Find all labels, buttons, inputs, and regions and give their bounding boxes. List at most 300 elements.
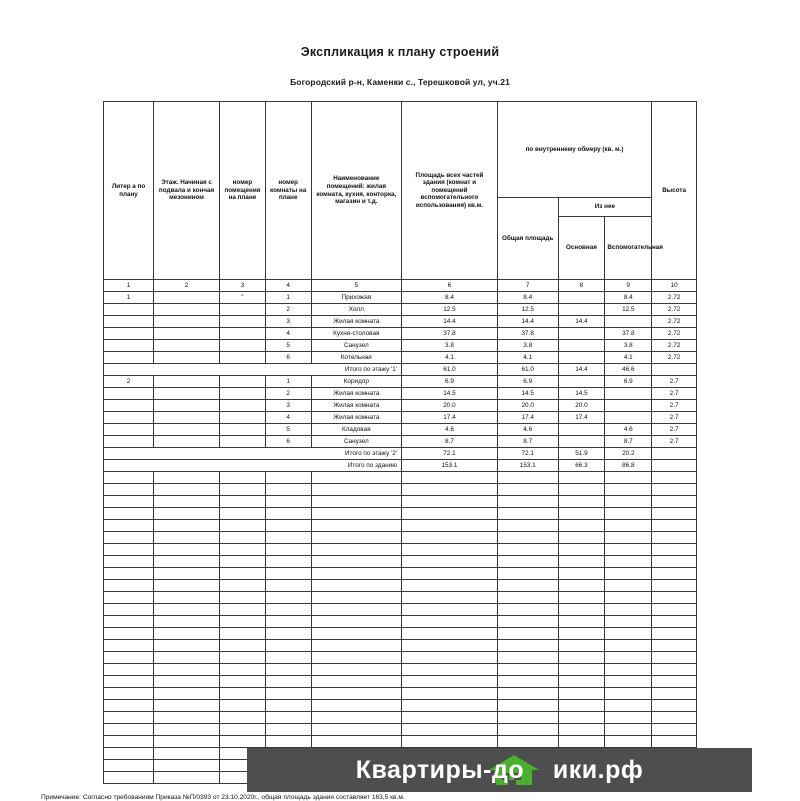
- cell-empty: [402, 592, 498, 604]
- cell-main-area: [558, 424, 605, 436]
- cell-empty: [265, 688, 311, 700]
- cell-empty: [311, 628, 401, 640]
- table-row: [104, 352, 697, 364]
- cell-floor: [154, 340, 220, 352]
- cell-empty: [104, 724, 154, 736]
- cell-empty: [154, 676, 220, 688]
- cell-empty: [402, 652, 498, 664]
- cell-empty: [558, 568, 605, 580]
- cell-common-area: 8.4: [497, 292, 558, 304]
- cell-empty: [311, 640, 401, 652]
- cell-empty: [220, 520, 266, 532]
- cell-empty: [402, 496, 498, 508]
- cell-empty: [652, 592, 697, 604]
- cell-empty: [652, 676, 697, 688]
- cell-empty: [652, 712, 697, 724]
- cell-empty: [265, 676, 311, 688]
- cell-empty: [497, 640, 558, 652]
- col-num-9: 9: [605, 280, 652, 292]
- cell-empty: [265, 616, 311, 628]
- cell-empty: [104, 628, 154, 640]
- watermark-text-left: Квартиры-до: [355, 755, 525, 784]
- cell-empty: [154, 532, 220, 544]
- cell-liter: 2: [104, 376, 154, 388]
- cell-empty: [497, 604, 558, 616]
- cell-empty: [154, 484, 220, 496]
- cell-empty: [104, 712, 154, 724]
- cell-total-area: 14.4: [402, 316, 498, 328]
- cell-empty: [402, 556, 498, 568]
- cell-name: Жилая комната: [311, 400, 401, 412]
- cell-empty: [220, 652, 266, 664]
- cell-empty: [220, 676, 266, 688]
- cell-total-area: 17.4: [402, 412, 498, 424]
- cell-total-area: 20.0: [402, 400, 498, 412]
- cell-empty: [497, 676, 558, 688]
- cell-room-group-no: [220, 316, 266, 328]
- cell-empty: [558, 688, 605, 700]
- cell-empty: [497, 568, 558, 580]
- cell-empty: [311, 724, 401, 736]
- cell-empty: [402, 544, 498, 556]
- cell-empty: [104, 688, 154, 700]
- watermark-text-right: ики.рф: [552, 755, 644, 784]
- cell-empty: [652, 664, 697, 676]
- cell-empty: [104, 556, 154, 568]
- cell-empty: [104, 640, 154, 652]
- footer-note: Примечание: Согласно требованиям Приказа №П/0393 от 23.10.2020г., общая площадь здания составляет 163,5 кв.м.: [41, 794, 405, 801]
- table-row-empty: [104, 628, 697, 640]
- cell-empty: [265, 532, 311, 544]
- cell-room-group-no: [220, 352, 266, 364]
- table-row: [104, 292, 697, 304]
- cell-empty: [104, 544, 154, 556]
- cell-floor: [154, 436, 220, 448]
- table-row: [104, 424, 697, 436]
- cell-empty: [154, 712, 220, 724]
- cell-empty: [558, 712, 605, 724]
- cell-room-no: 6: [265, 352, 311, 364]
- cell-total-area: 37.8: [402, 328, 498, 340]
- cell-main-area: [558, 304, 605, 316]
- table-row-empty: [104, 592, 697, 604]
- cell-empty: [652, 496, 697, 508]
- cell-name: Холл: [311, 304, 401, 316]
- cell-height: 2.72: [652, 340, 697, 352]
- cell-total-area: 72.1: [402, 448, 498, 460]
- table-row-empty: [104, 700, 697, 712]
- cell-common-area: 72.1: [497, 448, 558, 460]
- cell-empty: [652, 568, 697, 580]
- cell-room-group-no: [220, 400, 266, 412]
- cell-empty: [104, 700, 154, 712]
- watermark-banner: [247, 748, 752, 792]
- cell-name: Кухня-столовая: [311, 328, 401, 340]
- cell-main-area: 14.4: [558, 364, 605, 376]
- subtotal-floor-2-label: Итого по этажу '2': [104, 448, 402, 460]
- cell-empty: [402, 532, 498, 544]
- cell-empty: [265, 592, 311, 604]
- cell-total-area: 12.5: [402, 304, 498, 316]
- cell-empty: [104, 736, 154, 748]
- table-row-empty: [104, 724, 697, 736]
- cell-empty: [154, 736, 220, 748]
- table-row-empty: [104, 520, 697, 532]
- cell-liter: 1: [104, 292, 154, 304]
- cell-empty: [652, 616, 697, 628]
- cell-empty: [154, 616, 220, 628]
- cell-room-group-no: [220, 304, 266, 316]
- cell-empty: [265, 520, 311, 532]
- header-main-area: Основная: [558, 217, 605, 280]
- cell-common-area: 17.4: [497, 412, 558, 424]
- cell-empty: [652, 688, 697, 700]
- cell-empty: [311, 688, 401, 700]
- cell-empty: [558, 496, 605, 508]
- cell-empty: [497, 688, 558, 700]
- cell-name: Санузел: [311, 436, 401, 448]
- cell-liter: [104, 400, 154, 412]
- cell-empty: [311, 712, 401, 724]
- cell-empty: [265, 484, 311, 496]
- cell-empty: [497, 520, 558, 532]
- cell-height: 2.7: [652, 376, 697, 388]
- table-row-empty: [104, 544, 697, 556]
- cell-floor: [154, 328, 220, 340]
- cell-empty: [154, 592, 220, 604]
- cell-empty: [402, 736, 498, 748]
- cell-room-group-no: [220, 436, 266, 448]
- cell-empty: [402, 712, 498, 724]
- cell-floor: [154, 352, 220, 364]
- cell-empty: [311, 736, 401, 748]
- cell-empty: [605, 688, 652, 700]
- cell-empty: [497, 724, 558, 736]
- cell-empty: [402, 580, 498, 592]
- cell-empty: [104, 772, 154, 784]
- table-row-empty: [104, 664, 697, 676]
- cell-room-no: 6: [265, 436, 311, 448]
- cell-empty: [104, 580, 154, 592]
- cell-empty: [558, 664, 605, 676]
- cell-empty: [605, 616, 652, 628]
- cell-empty: [497, 472, 558, 484]
- cell-empty: [605, 712, 652, 724]
- cell-empty: [497, 628, 558, 640]
- cell-total-area: 6.9: [402, 376, 498, 388]
- cell-empty: [220, 724, 266, 736]
- cell-empty: [311, 484, 401, 496]
- cell-total-area: 3.8: [402, 340, 498, 352]
- cell-empty: [605, 736, 652, 748]
- cell-empty: [154, 472, 220, 484]
- cell-liter: [104, 412, 154, 424]
- cell-empty: [265, 604, 311, 616]
- cell-empty: [220, 604, 266, 616]
- cell-empty: [311, 568, 401, 580]
- cell-empty: [104, 496, 154, 508]
- cell-total-area: 4.1: [402, 352, 498, 364]
- cell-empty: [154, 544, 220, 556]
- cell-empty: [311, 664, 401, 676]
- subtotal-floor-2: [104, 448, 697, 460]
- table-row: [104, 304, 697, 316]
- cell-common-area: 8.7: [497, 436, 558, 448]
- cell-empty: [104, 568, 154, 580]
- cell-common-area: 4.6: [497, 424, 558, 436]
- cell-empty: [311, 508, 401, 520]
- cell-total-area: 8.7: [402, 436, 498, 448]
- cell-empty: [402, 724, 498, 736]
- cell-total-area: 8.4: [402, 292, 498, 304]
- cell-empty: [265, 544, 311, 556]
- header-name: Наименование помещений: жилая комната, кухня, конторка, магазин и т.д.: [311, 102, 401, 280]
- cell-empty: [104, 676, 154, 688]
- table-row-empty: [104, 472, 697, 484]
- cell-empty: [652, 700, 697, 712]
- cell-empty: [311, 544, 401, 556]
- cell-main-area: 14.5: [558, 388, 605, 400]
- cell-empty: [154, 688, 220, 700]
- cell-empty: [605, 496, 652, 508]
- cell-empty: [402, 568, 498, 580]
- cell-empty: [558, 544, 605, 556]
- col-num-7: 7: [497, 280, 558, 292]
- cell-name: Жилая комната: [311, 412, 401, 424]
- cell-aux-area: 8.7: [605, 436, 652, 448]
- cell-empty: [605, 724, 652, 736]
- cell-empty: [558, 508, 605, 520]
- cell-empty: [311, 676, 401, 688]
- cell-empty: [154, 760, 220, 772]
- cell-empty: [220, 472, 266, 484]
- cell-main-area: [558, 376, 605, 388]
- cell-empty: [558, 628, 605, 640]
- table-row: [104, 436, 697, 448]
- cell-room-no: 3: [265, 400, 311, 412]
- table-row: [104, 412, 697, 424]
- watermark-text: [356, 756, 644, 785]
- cell-empty: [605, 484, 652, 496]
- cell-room-no: 2: [265, 388, 311, 400]
- cell-empty: [104, 760, 154, 772]
- cell-empty: [154, 772, 220, 784]
- cell-room-no: 5: [265, 424, 311, 436]
- cell-room-no: 1: [265, 376, 311, 388]
- table-row-empty: [104, 616, 697, 628]
- cell-empty: [497, 700, 558, 712]
- col-num-5: 5: [311, 280, 401, 292]
- cell-empty: [558, 472, 605, 484]
- cell-empty: [154, 640, 220, 652]
- cell-name: Жилая комната: [311, 388, 401, 400]
- cell-liter: [104, 436, 154, 448]
- header-liter: Литер а по плану: [104, 102, 154, 280]
- cell-empty: [265, 664, 311, 676]
- table-row-empty: [104, 556, 697, 568]
- cell-empty: [154, 700, 220, 712]
- cell-room-group-no: [220, 328, 266, 340]
- cell-aux-area: 12.5: [605, 304, 652, 316]
- cell-main-area: 66.3: [558, 460, 605, 472]
- cell-common-area: 153.1: [497, 460, 558, 472]
- cell-empty: [220, 532, 266, 544]
- cell-empty: [265, 724, 311, 736]
- cell-empty: [311, 532, 401, 544]
- cell-empty: [154, 652, 220, 664]
- cell-empty: [558, 652, 605, 664]
- cell-empty: [311, 604, 401, 616]
- cell-empty: [605, 664, 652, 676]
- cell-empty: [220, 592, 266, 604]
- cell-empty: [265, 700, 311, 712]
- cell-common-area: 37.8: [497, 328, 558, 340]
- cell-main-area: [558, 352, 605, 364]
- table-row: [104, 328, 697, 340]
- cell-liter: [104, 328, 154, 340]
- cell-empty: [311, 472, 401, 484]
- subtotal-floor-1: [104, 364, 697, 376]
- cell-empty: [154, 724, 220, 736]
- cell-empty: [497, 712, 558, 724]
- cell-height: 2.7: [652, 400, 697, 412]
- table-row: [104, 388, 697, 400]
- cell-empty: [605, 592, 652, 604]
- table-row-empty: [104, 736, 697, 748]
- cell-empty: [652, 544, 697, 556]
- cell-empty: [265, 556, 311, 568]
- cell-common-area: 14.4: [497, 316, 558, 328]
- cell-empty: [605, 472, 652, 484]
- cell-empty: [265, 628, 311, 640]
- table-row-empty: [104, 484, 697, 496]
- col-num-6: 6: [402, 280, 498, 292]
- table-row-empty: [104, 604, 697, 616]
- cell-empty: [220, 628, 266, 640]
- cell-height: [652, 460, 697, 472]
- cell-total-area: 61.0: [402, 364, 498, 376]
- cell-empty: [652, 532, 697, 544]
- cell-common-area: 61.0: [497, 364, 558, 376]
- cell-aux-area: 20.2: [605, 448, 652, 460]
- cell-empty: [311, 496, 401, 508]
- cell-height: [652, 448, 697, 460]
- cell-empty: [265, 652, 311, 664]
- cell-empty: [605, 508, 652, 520]
- cell-empty: [104, 604, 154, 616]
- cell-empty: [402, 700, 498, 712]
- cell-empty: [104, 652, 154, 664]
- cell-empty: [220, 568, 266, 580]
- cell-empty: [558, 736, 605, 748]
- cell-liter: [104, 352, 154, 364]
- cell-height: 2.7: [652, 436, 697, 448]
- cell-empty: [220, 688, 266, 700]
- cell-empty: [497, 532, 558, 544]
- cell-total-area: 4.6: [402, 424, 498, 436]
- cell-empty: [311, 652, 401, 664]
- table-row-empty: [104, 496, 697, 508]
- cell-room-group-no: [220, 424, 266, 436]
- cell-empty: [497, 664, 558, 676]
- cell-main-area: 17.4: [558, 412, 605, 424]
- cell-empty: [558, 520, 605, 532]
- cell-common-area: 4.1: [497, 352, 558, 364]
- table-body: [104, 292, 697, 784]
- cell-room-no: 4: [265, 328, 311, 340]
- cell-empty: [558, 532, 605, 544]
- header-common-area: Общая площадь: [497, 198, 558, 280]
- table-row-empty: [104, 688, 697, 700]
- cell-empty: [402, 688, 498, 700]
- cell-empty: [497, 496, 558, 508]
- cell-empty: [558, 604, 605, 616]
- cell-aux-area: [605, 316, 652, 328]
- cell-empty: [154, 496, 220, 508]
- cell-name: Санузел: [311, 340, 401, 352]
- header-height: Высота: [652, 102, 697, 280]
- cell-common-area: 20.0: [497, 400, 558, 412]
- cell-room-group-no: [220, 340, 266, 352]
- cell-name: Жилая комната: [311, 316, 401, 328]
- cell-empty: [220, 544, 266, 556]
- table-row-empty: [104, 712, 697, 724]
- cell-common-area: 12.5: [497, 304, 558, 316]
- cell-empty: [652, 736, 697, 748]
- cell-floor: [154, 400, 220, 412]
- cell-main-area: 51.9: [558, 448, 605, 460]
- cell-aux-area: [605, 412, 652, 424]
- cell-empty: [652, 508, 697, 520]
- cell-liter: [104, 388, 154, 400]
- cell-empty: [558, 580, 605, 592]
- cell-height: 2.7: [652, 388, 697, 400]
- cell-empty: [402, 484, 498, 496]
- cell-empty: [154, 748, 220, 760]
- cell-room-group-no: ": [220, 292, 266, 304]
- cell-empty: [220, 640, 266, 652]
- col-num-3: 3: [220, 280, 266, 292]
- cell-empty: [104, 748, 154, 760]
- cell-empty: [402, 676, 498, 688]
- cell-height: 2.72: [652, 316, 697, 328]
- column-number-row: [104, 280, 697, 292]
- cell-empty: [652, 628, 697, 640]
- cell-empty: [154, 568, 220, 580]
- cell-aux-area: 37.8: [605, 328, 652, 340]
- cell-liter: [104, 424, 154, 436]
- col-num-10: 10: [652, 280, 697, 292]
- cell-empty: [220, 664, 266, 676]
- cell-aux-area: [605, 400, 652, 412]
- cell-empty: [154, 556, 220, 568]
- cell-aux-area: 4.6: [605, 424, 652, 436]
- cell-room-no: 4: [265, 412, 311, 424]
- cell-empty: [220, 484, 266, 496]
- cell-total-area: 153.1: [402, 460, 498, 472]
- explication-table: [103, 101, 697, 784]
- cell-empty: [265, 712, 311, 724]
- cell-empty: [497, 544, 558, 556]
- cell-aux-area: 3.8: [605, 340, 652, 352]
- cell-empty: [220, 616, 266, 628]
- cell-room-no: 3: [265, 316, 311, 328]
- cell-empty: [402, 664, 498, 676]
- cell-main-area: 20.0: [558, 400, 605, 412]
- header-inner-measure: по внутреннему обмеру (кв. м.): [497, 102, 651, 198]
- cell-empty: [154, 664, 220, 676]
- table-row-empty: [104, 568, 697, 580]
